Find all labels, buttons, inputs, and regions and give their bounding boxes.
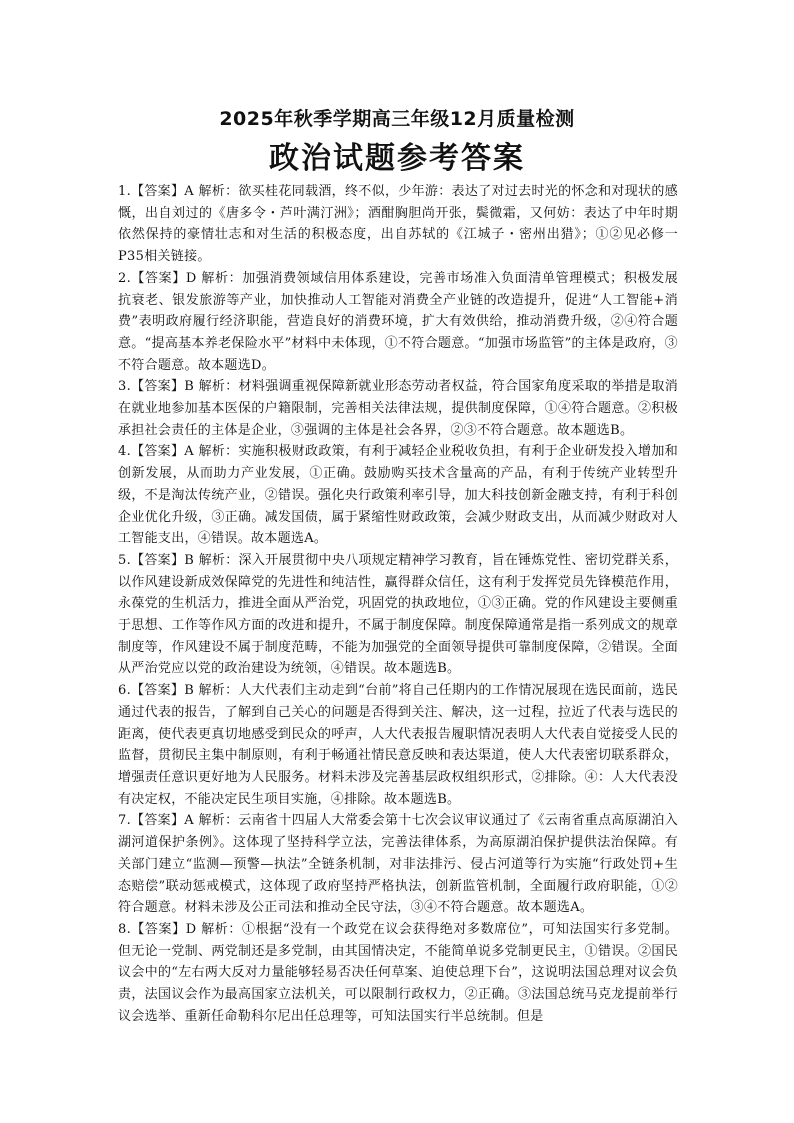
document-title: 2025年秋季学期高三年级12月质量检测 (219, 108, 575, 130)
answer-item-2: 2.【答案】D 解析：加强消费领域信用体系建设，完善市场准入负面清单管理模式；积极发展抗衰老、银发旅游等产业，加快推动人工智能对消费全产业链的改造提升，促进“人工智能+消费”表明政府履行经济职能，营造良好的消费环境，扩大有效供给，推动消费升级，②④符合题意。“提高基本养老保险水平”材料中未体现，①不符合题意。“加强市场监管”的主体是政府，③不符合题意。故本题选D。 (118, 270, 678, 373)
answer-item-6: 6.【答案】B 解析：人大代表们主动走到“台前”将自己任期内的工作情况展现在选民面前，选民通过代表的报告，了解到自己关心的问题是否得到关注、解决，这一过程，拉近了代表与选民的距离，使代表更真切地感受到民众的呼声，人大代表报告履职情况表明人大代表自觉接受人民的监督，贯彻民主集中制原则，有利于畅通社情民意反映和表达渠道，使人大代表密切联系群众，增强责任意识更好地为人民服务。材料未涉及完善基层政权组织形式，②排除。④：人大代表没有决定权，不能决定民生项目实施，④排除。故本题选B。 (118, 683, 678, 807)
answer-item-3: 3.【答案】B 解析：材料强调重视保障新就业形态劳动者权益，符合国家角度采取的举措是取消在就业地参加基本医保的户籍限制，完善相关法律法规，提供制度保障，①④符合题意。②积极承担社会责任的主体是企业，③强调的主体是社会各界，②③不符合题意。故本题选B。 (118, 379, 678, 438)
answer-item-5: 5.【答案】B 解析：深入开展贯彻中央八项规定精神学习教育，旨在锤炼党性、密切党群关系，以作风建设新成效保障党的先进性和纯洁性，赢得群众信任，这有利于发挥党员先锋模范作用，永葆党的生机活力，推进全面从严治党，巩固党的执政地位，①③正确。党的作风建设主要侧重于思想、工作等作风方面的改进和提升，不属于制度保障。制度保障通常是指一系列成文的规章制度等，作风建设不属于制度范畴，不能为加强党的全面领导提供可靠制度保障，②错误。全面从严治党应以党的政治建设为统领，④错误。故本题选B。 (118, 552, 678, 677)
document-subtitle: 政治试题参考答案 (269, 141, 525, 176)
answer-list (118, 181, 678, 1027)
answer-item-4: 4.【答案】A 解析：实施积极财政政策，有利于减轻企业税收负担，有利于企业研发投入增加和创新发展，从而助力产业发展，①正确。鼓励购买技术含量高的产品，有利于传统产业转型升级，不是淘汰传统产业，②错误。强化央行政策利率引导，加大科技创新金融支持，有利于科创企业优化升级，③正确。减发国债，属于紧缩性财政政策，会减少财政支出，从而减少财政对人工智能支出，④错误。故本题选A。 (118, 444, 678, 547)
answer-item-1: 1.【答案】A 解析：欲买桂花同载酒，终不似，少年游：表达了对过去时光的怀念和对现状的感慨，出自刘过的《唐多令・芦叶满汀洲》；酒酣胸胆尚开张，鬓微霜，又何妨：表达了中年时期依然保持的豪情壮志和对生活的积极态度，出自苏轼的《江城子・密州出猎》；①②见必修一P35相关链接。 (118, 184, 678, 265)
answer-item-8: 8.【答案】D 解析：①根据“没有一个政党在议会获得绝对多数席位”，可知法国实行多党制。但无论一党制、两党制还是多党制，由其国情决定，不能简单说多党制更民主，①错误。②国民议会中的“左右两大反对力量能够轻易否决任何草案、迫使总理下台”，这说明法国总理对议会负责，法国议会作为最高国家立法机关，可以限制行政权力，②正确。③法国总统马克龙提前举行议会选举、重新任命勒科尔尼出任总理等，可知法国实行半总统制。但是 (118, 921, 678, 1024)
answer-item-7: 7.【答案】A 解析：云南省十四届人大常委会第十七次会议审议通过了《云南省重点高原湖泊入湖河道保护条例》。这体现了坚持科学立法，完善法律体系，为高原湖泊保护提供法治保障。有关部门建立“监测—预警—执法”全链条机制，对非法排污、侵占河道等行为实施“行政处罚+生态赔偿”联动惩戒模式，这体现了政府坚持严格执法，创新监管机制，全面履行政府职能，①②符合题意。材料未涉及公正司法和推动全民守法，③④不符合题意。故本题选A。 (118, 813, 678, 916)
